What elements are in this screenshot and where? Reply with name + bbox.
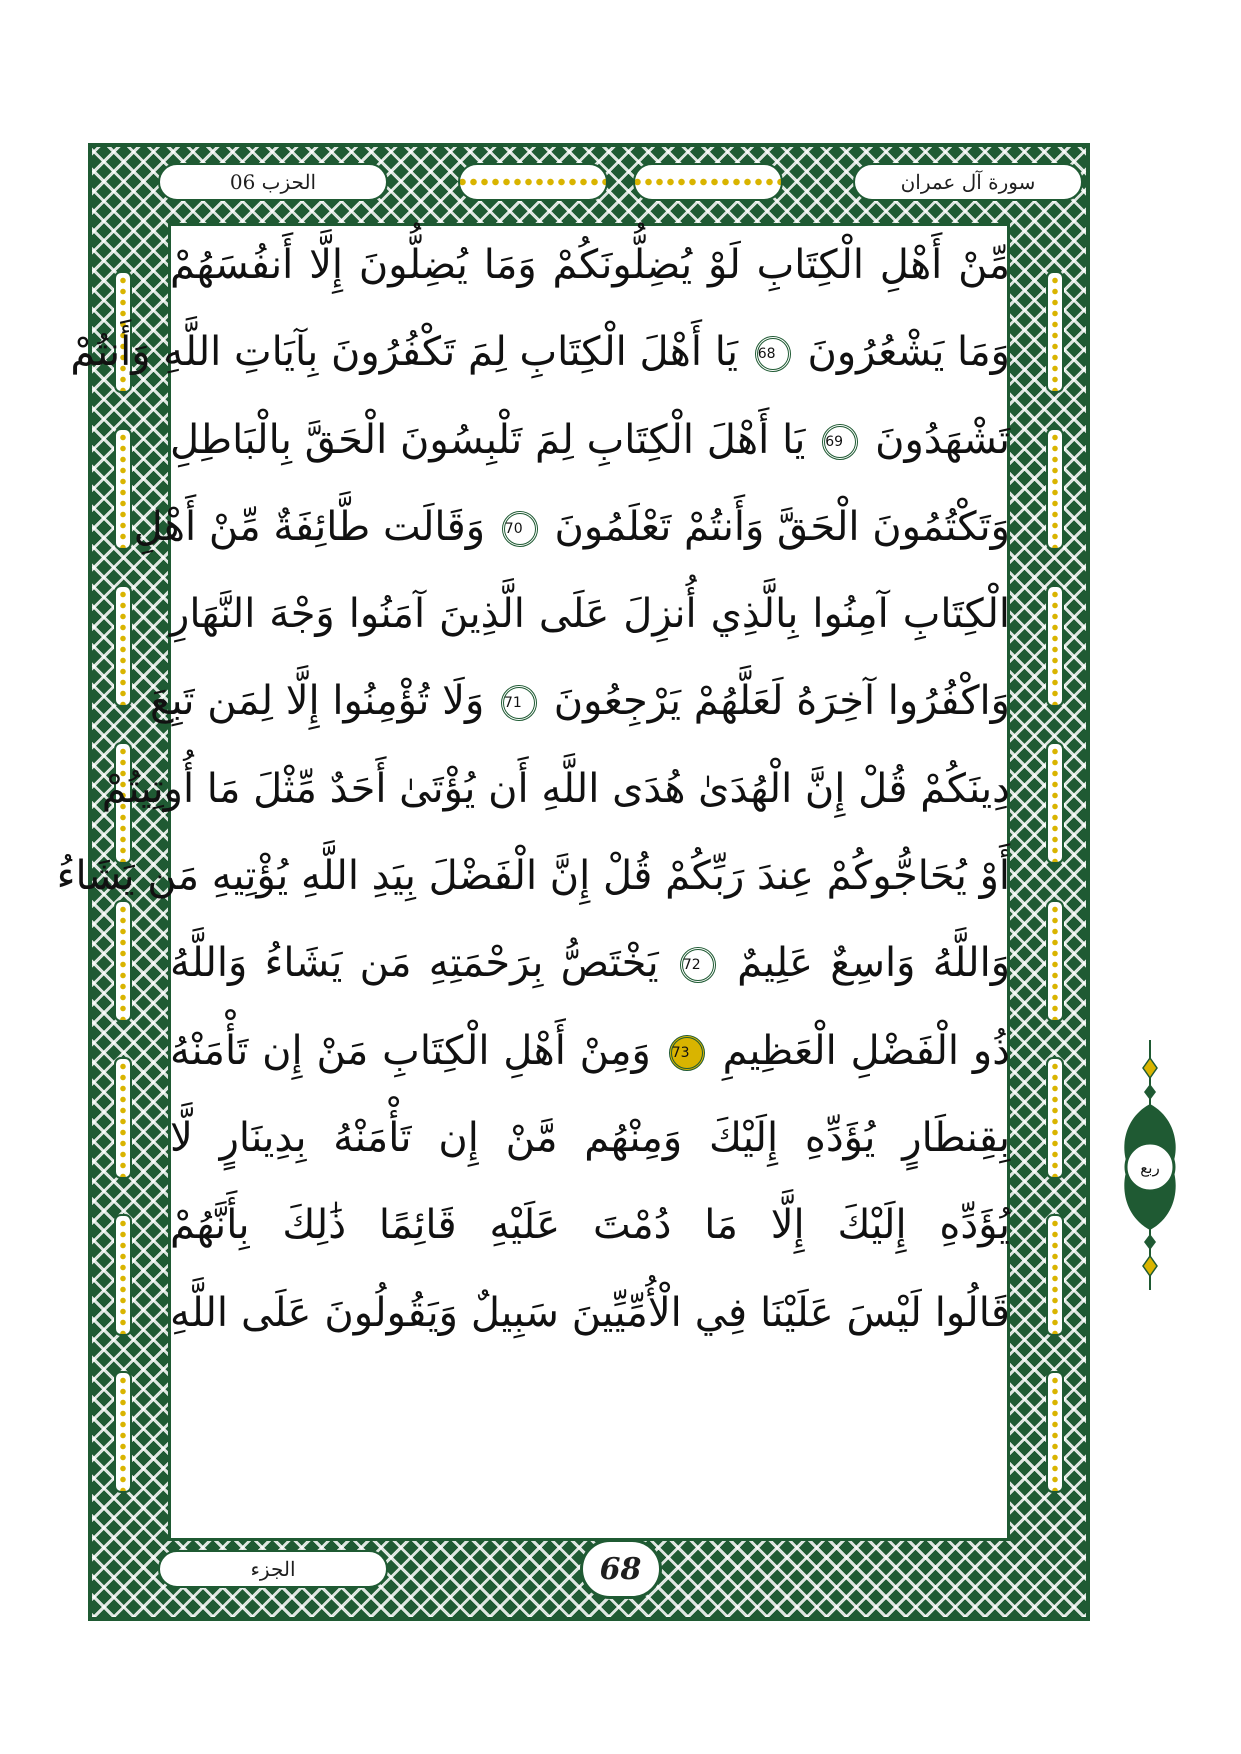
ayah-number-marker: 68 (755, 336, 791, 372)
verse-text: يَا أَهْلَ الْكِتَابِ لِمَ تَلْبِسُونَ الْحَقَّ بِالْبَاطِلِ (170, 416, 806, 463)
verse-text: أَوْ يُحَاجُّوكُمْ عِندَ رَبِّكُمْ قُلْ إِنَّ الْفَضْلَ بِيَدِ اللَّهِ يُؤْتِيهِ مَن يَشَاءُ (56, 853, 1010, 900)
verse-line-8 (56, 833, 1010, 920)
frame-chain-ornament (114, 1371, 132, 1493)
verse-line-3 (170, 397, 1010, 484)
verse-line-12 (170, 1182, 1010, 1269)
header-dots-ornament (458, 163, 608, 201)
verse-text: قَالُوا لَيْسَ عَلَيْنَا فِي الْأُمِّيِّينَ سَبِيلٌ وَيَقُولُونَ عَلَى اللَّهِ (170, 1289, 1010, 1336)
verse-text: وَاللَّهُ وَاسِعٌ عَلِيمٌ (737, 940, 1011, 987)
verse-text: وَمِنْ أَهْلِ الْكِتَابِ مَنْ إِن تَأْمَنْهُ (170, 1027, 651, 1074)
verse-text: يَخْتَصُّ بِرَحْمَتِهِ مَن يَشَاءُ وَاللَّهُ (170, 940, 659, 987)
frame-chain-ornament (1046, 742, 1064, 864)
juz-label: الجزء (250, 1557, 296, 1581)
frame-chain-ornament (1046, 1214, 1064, 1336)
frame-right-band (1042, 253, 1068, 1511)
page-header (88, 158, 1153, 206)
verse-line-10 (170, 1008, 1010, 1095)
verse-line-4 (133, 484, 1010, 571)
verse-text: يُؤَدِّهِ إِلَيْكَ إِلَّا مَا دُمْتَ عَلَيْهِ قَائِمًا ذَٰلِكَ بِأَنَّهُمْ (170, 1202, 1010, 1249)
ayah-number-marker: 70 (502, 511, 538, 547)
verse-text: بِقِنطَارٍ يُؤَدِّهِ إِلَيْكَ وَمِنْهُم مَّنْ إِن تَأْمَنْهُ بِدِينَارٍ لَّا (170, 1114, 1010, 1161)
verse-line-2 (70, 309, 1010, 396)
header-dots-ornament (633, 163, 783, 201)
verse-line-9 (170, 920, 1010, 1007)
frame-chain-ornament (114, 428, 132, 550)
verse-text: مِّنْ أَهْلِ الْكِتَابِ لَوْ يُضِلُّونَكُمْ وَمَا يُضِلُّونَ إِلَّا أَنفُسَهُمْ (170, 242, 1010, 288)
rub-hizb-marker-icon (1118, 1040, 1182, 1290)
verse-text: يَا أَهْلَ الْكِتَابِ لِمَ تَكْفُرُونَ بِآيَاتِ اللَّهِ وَأَنتُمْ (70, 329, 739, 376)
verse-text: وَلَا تُؤْمِنُوا إِلَّا لِمَن تَبِعَ (150, 678, 485, 725)
verse-line-1 (170, 222, 1010, 309)
verse-text: وَقَالَت طَّائِفَةٌ مِّنْ أَهْلِ (133, 503, 486, 550)
juz-label-box (158, 1550, 388, 1588)
verse-text: تَشْهَدُونَ (875, 416, 1011, 463)
frame-chain-ornament (1046, 428, 1064, 550)
verse-text: وَتَكْتُمُونَ الْحَقَّ وَأَنتُمْ تَعْلَمُونَ (554, 503, 1010, 550)
quran-text (56, 222, 1011, 1532)
surah-label-box (853, 163, 1083, 201)
verse-text: وَمَا يَشْعُرُونَ (807, 329, 1010, 376)
hizb-label: الحزب 06 (229, 170, 317, 194)
verse-text: الْكِتَابِ آمِنُوا بِالَّذِي أُنزِلَ عَلَى الَّذِينَ آمَنُوا وَجْهَ النَّهَارِ (170, 591, 1010, 638)
rub-label: ربع (1140, 1159, 1160, 1177)
frame-chain-ornament (1046, 1371, 1064, 1493)
frame-chain-ornament (114, 585, 132, 707)
page-number: 68 (580, 1539, 662, 1599)
ayah-number-marker: 69 (822, 424, 858, 460)
page-footer (88, 1545, 1153, 1593)
ayah-number-marker-quarter: 73 (669, 1035, 705, 1071)
verse-line-7 (101, 746, 1010, 833)
frame-chain-ornament (1046, 585, 1064, 707)
verse-line-11 (170, 1095, 1010, 1182)
frame-chain-ornament (1046, 1057, 1064, 1179)
hizb-label-box (158, 163, 388, 201)
ayah-number-marker: 71 (501, 685, 537, 721)
frame-chain-ornament (1046, 271, 1064, 393)
verse-text: وَاكْفُرُوا آخِرَهُ لَعَلَّهُمْ يَرْجِعُونَ (553, 678, 1010, 725)
ayah-number-marker: 72 (680, 947, 716, 983)
verse-text: دِينَكُمْ قُلْ إِنَّ الْهُدَىٰ هُدَى اللَّهِ أَن يُؤْتَىٰ أَحَدٌ مِّثْلَ مَا أُوتِيتُمْ (101, 765, 1010, 812)
verse-line-6 (150, 658, 1010, 745)
verse-line-13 (170, 1270, 1010, 1357)
frame-chain-ornament (1046, 900, 1064, 1022)
frame-chain-ornament (114, 1214, 132, 1336)
verse-text: ذُو الْفَضْلِ الْعَظِيمِ (722, 1027, 1011, 1074)
surah-label: سورة آل عمران (900, 170, 1036, 194)
frame-chain-ornament (114, 1057, 132, 1179)
verse-line-5 (170, 571, 1010, 658)
